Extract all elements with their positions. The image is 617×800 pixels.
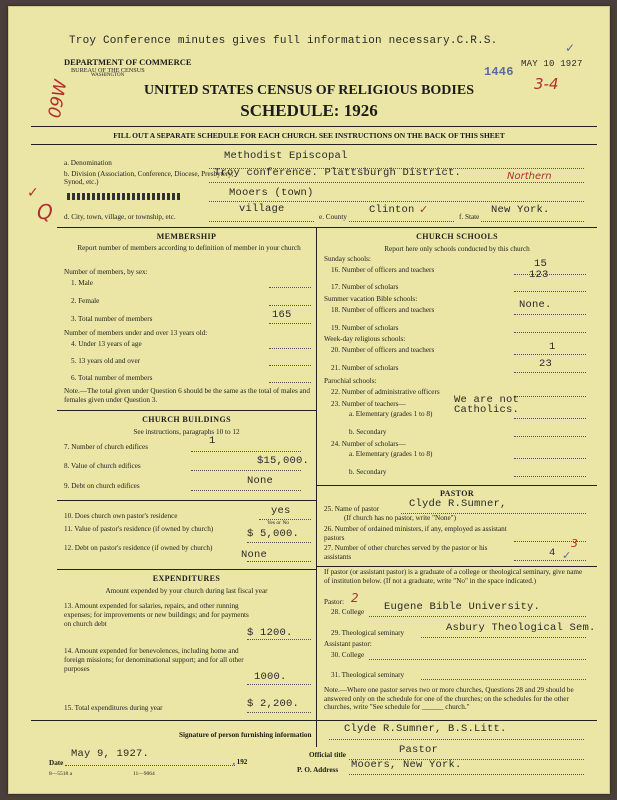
signature-value: Clyde R.Sumner, B.S.Litt. bbox=[344, 723, 507, 735]
stamp-date: MAY 10 1927 bbox=[521, 59, 583, 69]
q14-label: 14. Amount expended for benevolences, including home and foreign missions; for denominational support; and for all other purposes bbox=[64, 647, 244, 673]
pastor-title: PASTOR bbox=[439, 489, 475, 498]
date-suffix: , 192 bbox=[233, 758, 248, 766]
q27-label: 27. Number of other churches served by the pastor or his assistants bbox=[324, 544, 488, 561]
q8-value: $15,000. bbox=[257, 455, 310, 467]
state-value: New York. bbox=[491, 204, 550, 216]
official-title-value: Pastor bbox=[399, 744, 439, 756]
q23-label: 23. Number of teachers— bbox=[331, 400, 406, 408]
division-value: Troy conference. Plattsburgh District. bbox=[214, 167, 462, 179]
q10-hint: Yes or No bbox=[267, 520, 290, 526]
stamp-number: 1446 bbox=[484, 65, 514, 79]
q6-label: 6. Total number of members bbox=[71, 374, 153, 382]
q31-label: 31. Theological seminary bbox=[331, 671, 405, 679]
q24a-label: a. Elementary (grades 1 to 8) bbox=[349, 450, 433, 458]
official-title-label: Official title bbox=[309, 751, 346, 759]
q1-label: 1. Male bbox=[71, 279, 93, 287]
by-sex-heading: Number of members, by sex: bbox=[64, 268, 148, 276]
date-label: Date bbox=[49, 759, 64, 767]
margin-check-icon: ✓ bbox=[27, 185, 39, 201]
q27-pencil-note: 3 bbox=[571, 537, 578, 550]
pastor-sublabel: Pastor: bbox=[324, 598, 344, 606]
q8-label: 8. Value of church edifices bbox=[64, 462, 141, 470]
division-label: b. Division (Association, Conference, Diocese, Presbytery, Synod, etc.) bbox=[64, 170, 234, 186]
q11-label: 11. Value of pastor's residence (if owned by church) bbox=[64, 525, 214, 533]
q15-value: $ 2,200. bbox=[247, 698, 300, 710]
asst-sublabel: Assistant pastor: bbox=[324, 640, 372, 648]
pastor-pencil-mark: 2 bbox=[351, 591, 359, 605]
address-label: P. O. Address bbox=[297, 766, 339, 774]
q4-label: 4. Under 13 years of age bbox=[71, 340, 142, 348]
q13-value: $ 1200. bbox=[247, 627, 293, 639]
q23b-label: b. Secondary bbox=[349, 428, 387, 436]
q24-label: 24. Number of scholars— bbox=[331, 440, 406, 448]
q9-label: 9. Debt on church edifices bbox=[64, 482, 140, 490]
division-note: Northern bbox=[507, 171, 552, 182]
denomination-value: Methodist Episcopal bbox=[224, 150, 348, 162]
form-number: 8—5518 a bbox=[49, 771, 73, 777]
q29-label: 29. Theological seminary bbox=[331, 629, 405, 637]
q12-value: None bbox=[241, 549, 268, 561]
q20-value: 1 bbox=[549, 341, 556, 353]
q7-label: 7. Number of church edifices bbox=[64, 443, 149, 451]
state-label: f. State bbox=[459, 213, 480, 221]
city-value: village bbox=[239, 203, 285, 215]
q5-label: 5. 13 years old and over bbox=[71, 357, 141, 365]
struck-out-label bbox=[67, 193, 182, 200]
q7-value: 1 bbox=[209, 435, 216, 447]
q10-value: yes bbox=[271, 505, 291, 517]
q21-value: 23 bbox=[539, 358, 553, 370]
summer-heading: Summer vacation Bible schools: bbox=[324, 295, 418, 303]
city-name: WASHINGTON bbox=[91, 73, 125, 78]
q23-value: We are not Catholics. bbox=[454, 394, 520, 416]
schools-title: CHURCH SCHOOLS bbox=[416, 232, 498, 241]
q14-value: 1000. bbox=[254, 671, 287, 683]
q22-label: 22. Number of administrative officers bbox=[331, 388, 440, 396]
membership-title: MEMBERSHIP bbox=[156, 232, 217, 241]
membership-note: Note.—The total given under Question 6 should be the same as the total of males and females given under Question 3. bbox=[64, 387, 310, 404]
q24b-label: b. Secondary bbox=[349, 468, 387, 476]
county-value: Clinton bbox=[369, 204, 415, 216]
parochial-heading: Parochial schools: bbox=[324, 377, 377, 385]
top-note: Troy Conference minutes gives full information necessary.C.R.S. bbox=[69, 35, 498, 47]
county-check-icon: ✓ bbox=[419, 203, 429, 216]
bureau-name: BUREAU OF THE CENSUS bbox=[71, 67, 145, 74]
q17-value: 123 bbox=[529, 269, 549, 281]
q10-label: 10. Does church own pastor's residence bbox=[64, 512, 178, 520]
sunday-heading: Sunday schools: bbox=[324, 255, 371, 263]
q30-label: 30. College bbox=[331, 651, 365, 659]
instruction-line: FILL OUT A SEPARATE SCHEDULE FOR EACH CHURCH. SEE INSTRUCTIONS ON THE BACK OF THIS SHEET bbox=[113, 131, 505, 140]
q3-label: 3. Total number of members bbox=[71, 315, 153, 323]
q25-hint: (If church has no pastor, write "None") bbox=[344, 514, 456, 522]
city-label: d. City, town, village, or township, etc. bbox=[64, 213, 176, 221]
q27-value: 4 bbox=[549, 547, 556, 559]
margin-mark-2: Q bbox=[37, 200, 53, 224]
form-number-2: 11—9064 bbox=[133, 771, 155, 777]
q13-label: 13. Amount expended for salaries, repairs, and other running expenses; for improvements or new buildings; and for payments on church debt bbox=[64, 602, 249, 628]
county-label: e. County bbox=[319, 213, 347, 221]
census-schedule-form bbox=[8, 6, 610, 794]
margin-mark-1: 09W bbox=[45, 78, 72, 120]
pastor-note: Note.—Where one pastor serves two or more churches, Questions 28 and 29 should be answered only on the schedule for one of the churches; on the schedules for the other churches, write "See schedule for ______ church." bbox=[324, 686, 574, 711]
q11-value: $ 5,000. bbox=[247, 528, 300, 540]
q18-label: 18. Number of officers and teachers bbox=[331, 306, 435, 314]
signature-label: Signature of person furnishing information bbox=[179, 731, 312, 739]
town-value: Mooers (town) bbox=[229, 187, 314, 199]
buildings-title: CHURCH BUILDINGS bbox=[142, 415, 231, 424]
q25-value: Clyde R.Sumner, bbox=[409, 498, 507, 510]
q21-label: 21. Number of scholars bbox=[331, 364, 399, 372]
dept-name: DEPARTMENT OF COMMERCE bbox=[64, 57, 192, 67]
q9-value: None bbox=[247, 475, 274, 487]
q20-label: 20. Number of officers and teachers bbox=[331, 346, 435, 354]
q28-value: Eugene Bible University. bbox=[384, 601, 541, 613]
expenditures-subtitle: Amount expended by your church during last fiscal year bbox=[105, 587, 268, 595]
college-intro: If pastor (or assistant pastor) is a graduate of a college or theological seminary, give name of institution below. (If not a graduate, write "No" in the space indicated.) bbox=[324, 568, 583, 585]
weekday-heading: Week-day religious schools: bbox=[324, 335, 406, 343]
buildings-subtitle: See instructions, paragraphs 10 to 12 bbox=[133, 428, 240, 436]
denomination-label: a. Denomination bbox=[64, 159, 112, 167]
schedule-title: SCHEDULE: 1926 bbox=[240, 101, 378, 120]
q25-label: 25. Name of pastor bbox=[324, 505, 380, 513]
expenditures-title: EXPENDITURES bbox=[152, 574, 221, 583]
membership-subtitle: Report number of members according to definition of member in your church bbox=[77, 244, 301, 252]
address-value: Mooers, New York. bbox=[351, 759, 462, 771]
q17-label: 17. Number of scholars bbox=[331, 283, 399, 291]
schools-subtitle: Report here only schools conducted by this church bbox=[384, 245, 530, 253]
q16-label: 16. Number of officers and teachers bbox=[331, 266, 435, 274]
q23a-label: a. Elementary (grades 1 to 8) bbox=[349, 410, 433, 418]
q26-label: 26. Number of ordained ministers, if any, employed as assistant pastors bbox=[324, 525, 507, 542]
q29-value: Asbury Theological Sem. bbox=[446, 622, 596, 634]
q19-label: 19. Number of scholars bbox=[331, 324, 399, 332]
pencil-mark: 3-4 bbox=[534, 75, 559, 93]
q16-value: 15 bbox=[534, 258, 548, 270]
q15-label: 15. Total expenditures during year bbox=[64, 704, 163, 712]
q12-label: 12. Debt on pastor's residence (if owned by church) bbox=[64, 544, 213, 552]
age-heading: Number of members under and over 13 years old: bbox=[64, 329, 208, 337]
date-value: May 9, 1927. bbox=[71, 748, 150, 760]
q27-check-icon: ✓ bbox=[562, 550, 572, 562]
q18-value: None. bbox=[519, 299, 552, 311]
q28-label: 28. College bbox=[331, 608, 365, 616]
form-title: UNITED STATES CENSUS OF RELIGIOUS BODIES bbox=[143, 83, 474, 98]
q2-label: 2. Female bbox=[71, 297, 100, 305]
check-mark-icon: ✓ bbox=[565, 41, 576, 55]
q3-value: 165 bbox=[272, 309, 292, 321]
